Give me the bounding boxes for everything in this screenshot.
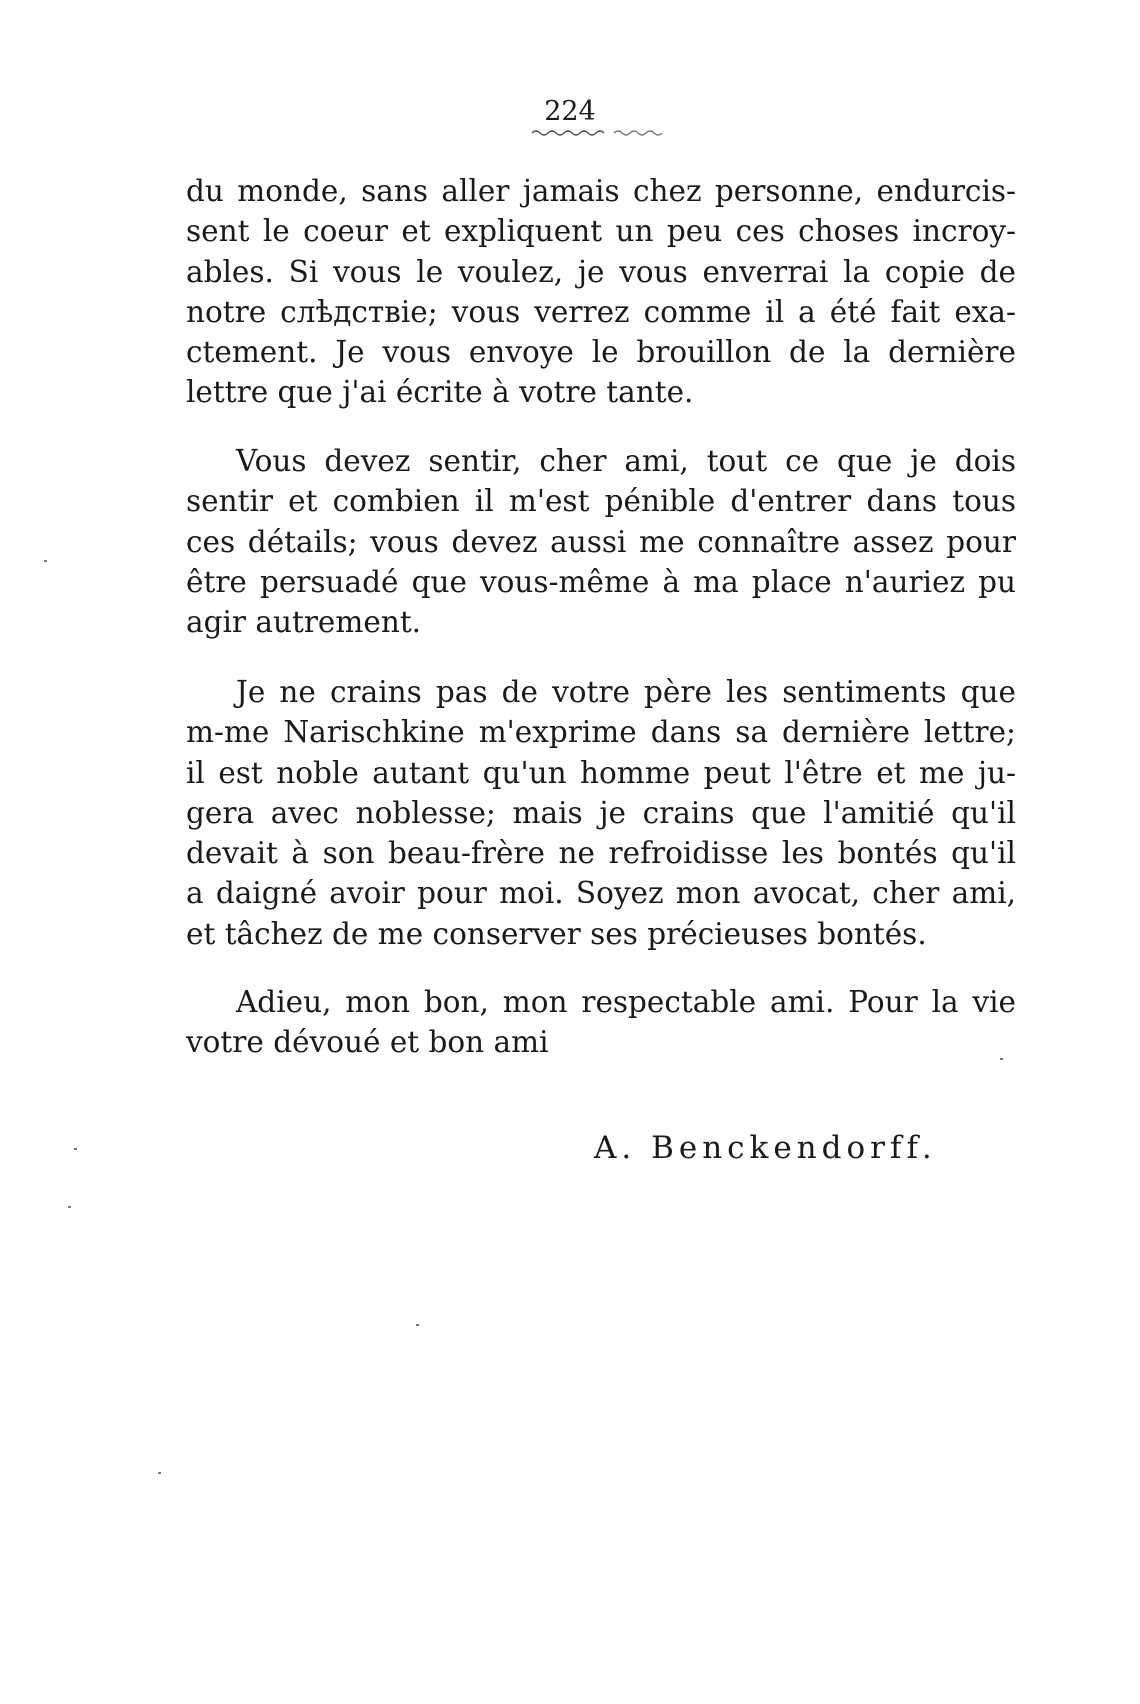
scan-speck bbox=[1000, 1058, 1003, 1060]
text-line: du monde, sans aller jamais chez personne, endurcis- bbox=[186, 174, 1016, 208]
scan-speck bbox=[68, 1206, 71, 1208]
text-line: ces détails; vous devez aussi me connaître assez pour bbox=[186, 524, 1016, 559]
text-line: être persuadé que vous-même à ma place n'auriez pu bbox=[186, 564, 1016, 599]
text-line: Adieu, mon bon, mon respectable ami. Pour la vie bbox=[236, 985, 1016, 1019]
page-number: 224 bbox=[544, 96, 596, 127]
text-line: notre слѣдствіе; vous verrez comme il a été fait exa- bbox=[186, 294, 1016, 329]
text-line: ables. Si vous le voulez, je vous enverrai la copie de bbox=[186, 254, 1016, 289]
text-line: gera avec noblesse; mais je crains que l'amitié qu'il bbox=[186, 795, 1016, 830]
text-line: et tâchez de me conserver ses précieuses bontés. bbox=[186, 916, 927, 951]
text-line: a daigné avoir pour moi. Soyez mon avocat, cher ami, bbox=[186, 876, 1016, 911]
scan-speck bbox=[74, 1148, 77, 1150]
text-line: ctement. Je vous envoye le brouillon de la dernière bbox=[186, 335, 1016, 370]
page-number-ornament bbox=[530, 128, 670, 138]
paragraph-2 bbox=[186, 441, 1016, 642]
text-line: il est noble autant qu'un homme peut l'être et me ju- bbox=[186, 755, 1016, 790]
text-line: agir autrement. bbox=[186, 605, 422, 640]
text-line: Je ne crains pas de votre père les sentiments que bbox=[236, 675, 1016, 709]
text-line: votre dévoué et bon ami bbox=[186, 1025, 549, 1060]
text-line: sent le coeur et expliquent un peu ces choses incroy- bbox=[186, 214, 1016, 249]
text-line: devait à son beau-frère ne refroidisse les bontés qu'il bbox=[186, 836, 1016, 871]
paragraph-3 bbox=[186, 672, 1016, 954]
text-line: Vous devez sentir, cher ami, tout ce que je dois bbox=[236, 444, 1016, 478]
text-line: lettre que j'ai écrite à votre tante. bbox=[186, 375, 694, 410]
signature: A. Benckendorff. bbox=[594, 1130, 937, 1166]
text-line: m-me Narischkine m'exprime dans sa dernière lettre; bbox=[186, 715, 1016, 750]
text-line: sentir et combien il m'est pénible d'entrer dans tous bbox=[186, 484, 1016, 519]
paragraph-1 bbox=[186, 171, 1016, 413]
scan-speck bbox=[44, 560, 47, 562]
scan-speck bbox=[158, 1472, 161, 1474]
paragraph-4 bbox=[186, 982, 1016, 1063]
scan-speck bbox=[416, 1324, 419, 1326]
